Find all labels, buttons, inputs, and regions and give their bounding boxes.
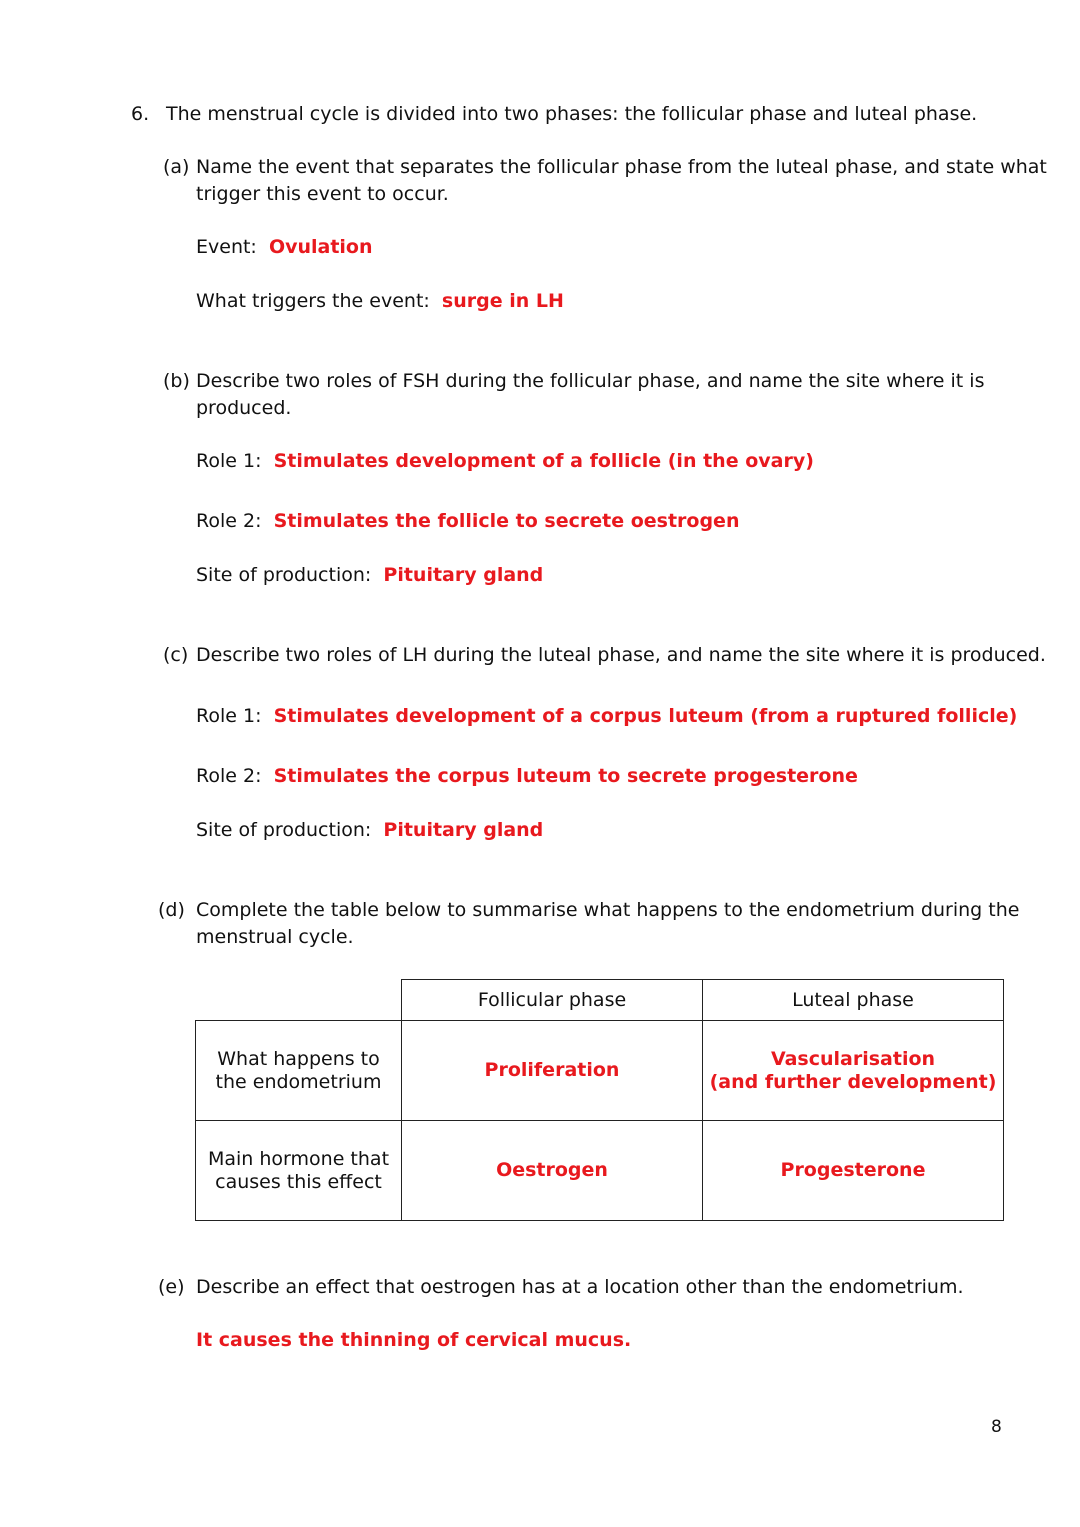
row-label-endometrium (196, 1021, 402, 1121)
part-b-prompt-line1: Describe two roles of FSH during the follicular phase, and name the site where it is (196, 370, 985, 392)
lh-site-row (196, 817, 543, 843)
column-header-follicular: Follicular phase (402, 980, 703, 1021)
row-label-line1: Main hormone that (207, 1147, 390, 1170)
row-label-line2: causes this effect (215, 1170, 382, 1193)
table-corner-cell (196, 980, 402, 1021)
fsh-role2-row (196, 508, 739, 534)
fsh-role1-answer: Stimulates development of a follicle (in the ovary) (273, 450, 814, 472)
event-row (196, 234, 373, 260)
lh-role2-label: Role 2: (196, 765, 262, 787)
lh-role1-label: Role 1: (196, 705, 262, 727)
part-c-letter: (c) (163, 644, 189, 666)
column-header-luteal: Luteal phase (703, 980, 1004, 1021)
event-answer: Ovulation (268, 236, 373, 258)
part-b-prompt-line2: produced. (196, 397, 292, 419)
lh-role2-answer: Stimulates the corpus luteum to secrete progesterone (273, 765, 858, 787)
event-label: Event: (196, 236, 257, 258)
fsh-role1-label: Role 1: (196, 450, 262, 472)
fsh-role1-row (196, 448, 814, 474)
part-e-prompt-line1: Describe an effect that oestrogen has at a location other than the endometrium. (196, 1276, 964, 1298)
table-row (196, 1021, 1004, 1121)
endometrium-summary-table (195, 979, 1004, 1221)
lh-site-answer: Pituitary gland (383, 819, 544, 841)
part-d-prompt-line1: Complete the table below to summarise what happens to the endometrium during the (196, 899, 1020, 921)
question-intro: The menstrual cycle is divided into two phases: the follicular phase and luteal phase. (166, 103, 978, 125)
part-d-prompt-line2: menstrual cycle. (196, 926, 354, 948)
cell-luteal-line2: (and further development) (709, 1070, 997, 1093)
part-a-letter: (a) (163, 156, 190, 178)
fsh-role2-answer: Stimulates the follicle to secrete oestrogen (273, 510, 740, 532)
trigger-row (196, 288, 564, 314)
fsh-role2-label: Role 2: (196, 510, 262, 532)
lh-role1-row (196, 703, 1017, 729)
part-c-prompt-line1: Describe two roles of LH during the luteal phase, and name the site where it is produced. (196, 644, 1046, 666)
fsh-site-row (196, 562, 543, 588)
fsh-site-answer: Pituitary gland (383, 564, 544, 586)
part-a-prompt-line2: trigger this event to occur. (196, 183, 449, 205)
cell-follicular-endometrium: Proliferation (402, 1021, 703, 1121)
cell-luteal-hormone: Progesterone (703, 1121, 1004, 1221)
lh-role1-answer: Stimulates development of a corpus luteum (from a ruptured follicle) (273, 705, 1018, 727)
part-a-prompt-line1: Name the event that separates the follicular phase from the luteal phase, and state what (196, 156, 1047, 178)
trigger-answer: surge in LH (441, 290, 564, 312)
part-d-letter: (d) (158, 899, 185, 921)
cell-luteal-endometrium (703, 1021, 1004, 1121)
cell-luteal-line1: Vascularisation (770, 1047, 936, 1070)
row-label-line2: the endometrium (215, 1070, 382, 1093)
part-e-letter: (e) (158, 1276, 185, 1298)
page-number: 8 (991, 1417, 1002, 1437)
question-number: 6. (131, 103, 150, 125)
part-e-answer: It causes the thinning of cervical mucus. (196, 1329, 632, 1351)
fsh-site-label: Site of production: (196, 564, 372, 586)
row-label-line1: What happens to (217, 1047, 380, 1070)
table-header-row (196, 980, 1004, 1021)
part-b-letter: (b) (163, 370, 190, 392)
lh-role2-row (196, 763, 858, 789)
lh-site-label: Site of production: (196, 819, 372, 841)
row-label-hormone (196, 1121, 402, 1221)
trigger-label: What triggers the event: (196, 290, 430, 312)
cell-follicular-hormone: Oestrogen (402, 1121, 703, 1221)
table-row (196, 1121, 1004, 1221)
